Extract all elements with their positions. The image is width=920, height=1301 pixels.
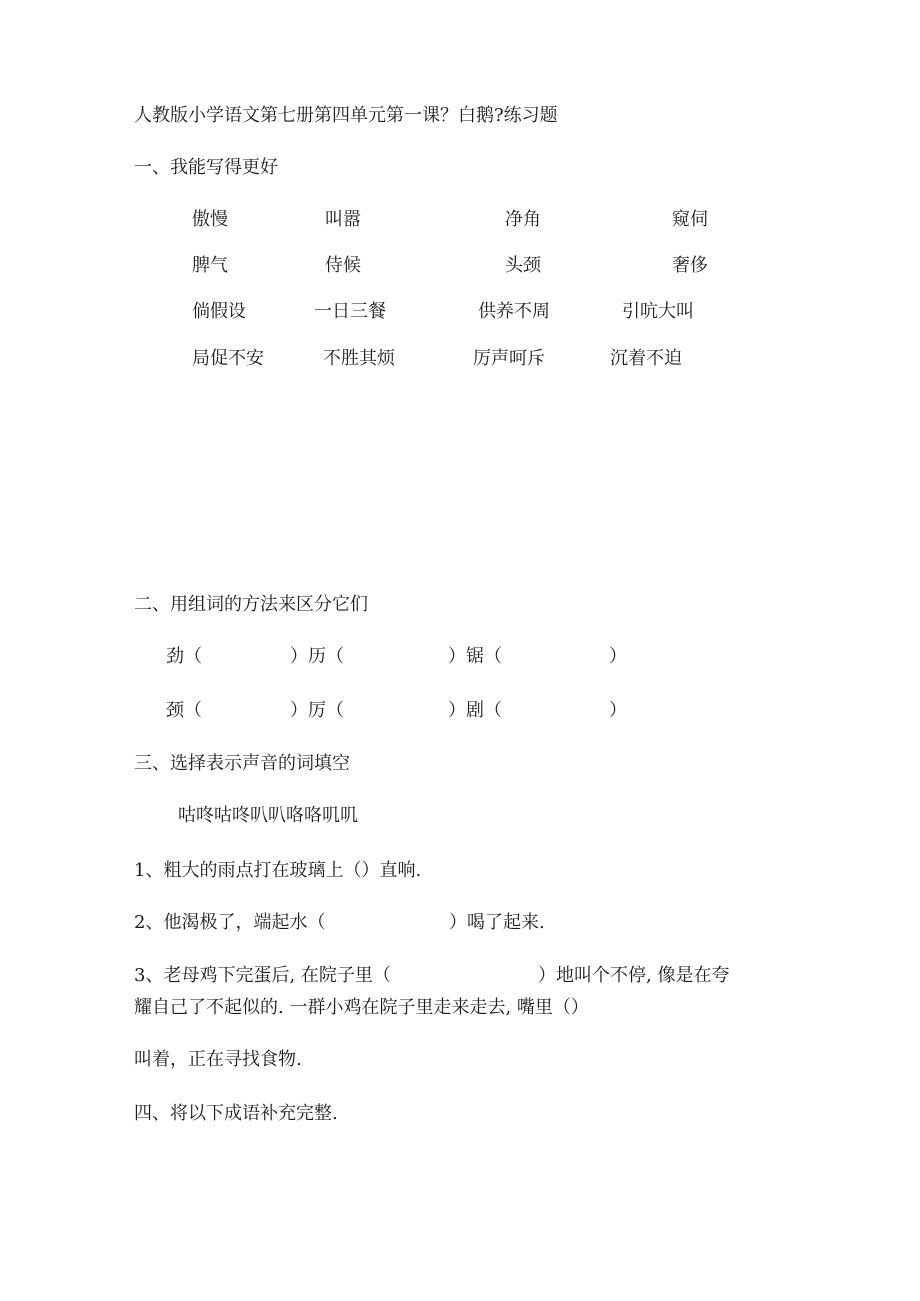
word-item: 叫嚣: [325, 209, 361, 230]
char-group-item: ）剧（: [448, 700, 502, 721]
char-group-item: ）: [609, 646, 627, 667]
char-group-item: ）: [609, 700, 627, 721]
word-item: 不胜其烦: [323, 348, 395, 369]
section4-heading: 四、将以下成语补充完整.: [134, 1103, 338, 1124]
word-item: 局促不安: [192, 348, 264, 369]
question-2-part-b: ）喝了起来.: [449, 912, 545, 933]
word-item: 一日三餐: [314, 301, 386, 322]
section1-heading: 一、我能写得更好: [134, 157, 278, 178]
char-group-item: 劲（: [166, 646, 202, 667]
question-1: 1、粗大的雨点打在玻璃上（）直响.: [134, 860, 422, 881]
word-item: 窥伺: [672, 209, 708, 230]
char-group-item: ）锯（: [448, 646, 502, 667]
word-item: 供养不周: [478, 301, 550, 322]
word-item: 引吭大叫: [622, 301, 694, 322]
question-3-part-b: ）地叫个不停, 像是在夸: [538, 965, 730, 986]
word-item: 倘假设: [192, 301, 246, 322]
section3-heading: 三、选择表示声音的词填空: [134, 753, 350, 774]
sound-word-options: 咕咚咕咚叭叭咯咯叽叽: [178, 805, 358, 826]
word-item: 脾气: [192, 255, 228, 276]
question-3-line-2: 耀自己了不起似的. 一群小鸡在院子里走来走去, 嘴里（）: [134, 997, 589, 1018]
word-item: 奢侈: [672, 255, 708, 276]
word-item: 沉着不迫: [610, 348, 682, 369]
word-item: 头颈: [505, 255, 541, 276]
char-group-item: 颈（: [166, 700, 202, 721]
page-title: 人教版小学语文第七册第四单元第一课？白鹅?练习题: [134, 105, 558, 126]
question-2-part-a: 2、他渴极了，端起水（: [134, 912, 326, 933]
char-group-item: ）历（: [290, 646, 344, 667]
question-3-line-3: 叫着，正在寻找食物.: [134, 1049, 302, 1070]
question-3-part-a: 3、老母鸡下完蛋后, 在院子里（: [134, 965, 391, 986]
word-item: 侍候: [325, 255, 361, 276]
char-group-item: ）厉（: [290, 700, 344, 721]
word-item: 厉声呵斥: [473, 348, 545, 369]
word-item: 净角: [505, 209, 541, 230]
section2-heading: 二、用组词的方法来区分它们: [134, 594, 368, 615]
word-item: 傲慢: [192, 209, 228, 230]
